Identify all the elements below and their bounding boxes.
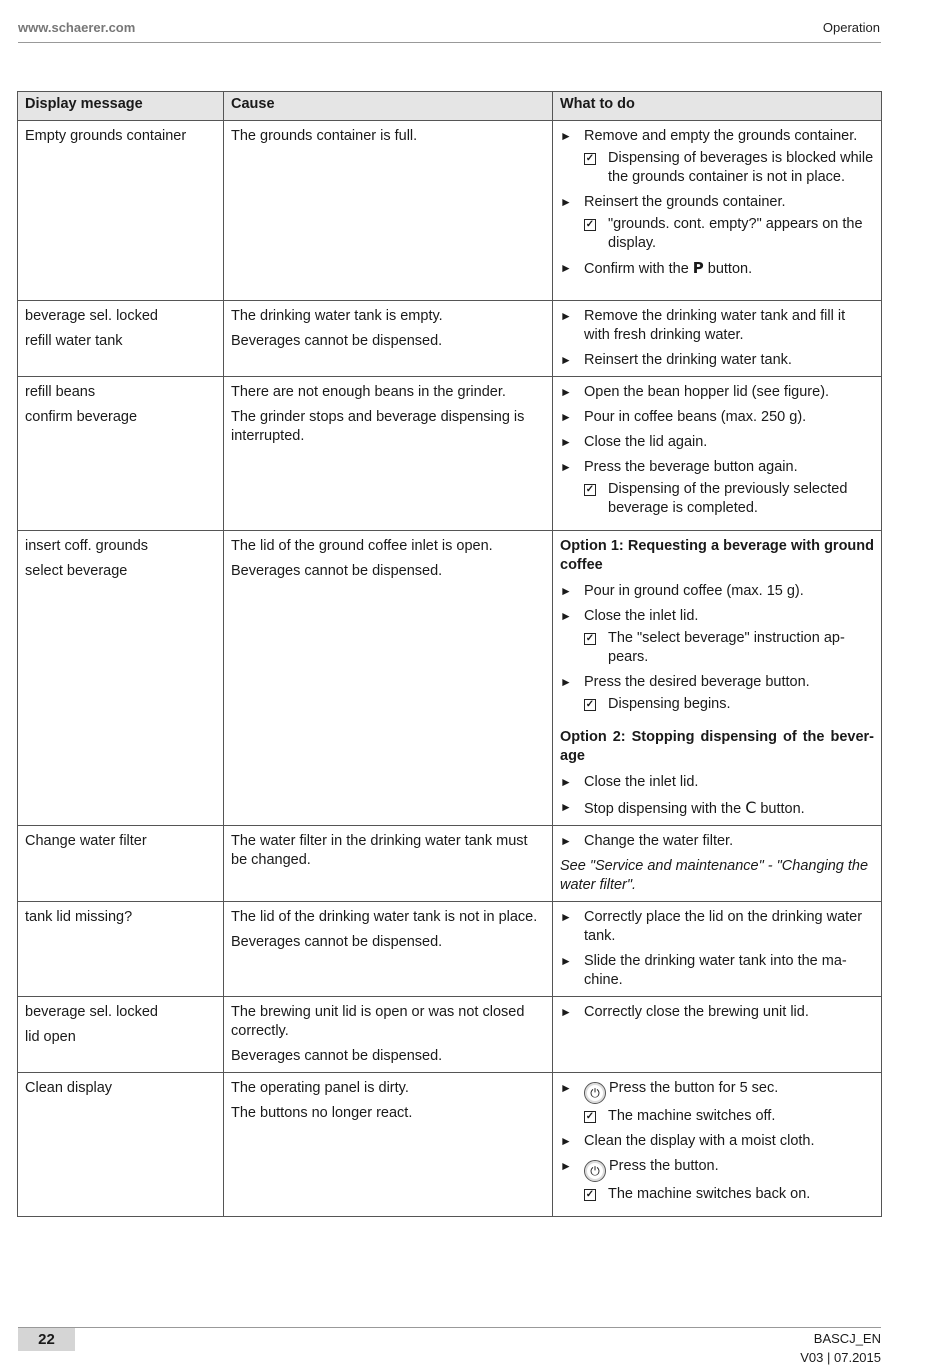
action-cell: [553, 1073, 882, 1217]
action-step: ► Correctly close the brewing unit lid.: [560, 1004, 809, 1020]
section-title: Operation: [822, 20, 880, 35]
action-step: ► Remove and empty the grounds container.: [560, 128, 858, 144]
action-result: ✓ Dispensing begins.: [585, 696, 731, 712]
action-step: ► Pour in coffee beans (max. 250 g).: [560, 409, 807, 425]
cause-text: The buttons no longer react.: [231, 1105, 413, 1121]
display-message: confirm beverage: [25, 409, 138, 425]
checkbox-icon: ✓: [585, 1111, 595, 1122]
cause-text: The lid of the ground coffee inlet is open.: [231, 538, 493, 554]
column-header: What to do: [553, 92, 882, 121]
action-cell: [553, 301, 882, 377]
arrow-icon: ►: [560, 353, 572, 367]
cause-cell: [224, 531, 553, 826]
action-step: ► Stop dispensing with the C button.: [560, 798, 805, 817]
cause-text: The drinking water tank is empty.: [231, 308, 443, 324]
action-step: ► Correctly place the lid on the drinking water tank.: [560, 909, 863, 944]
action-cell: [553, 826, 882, 902]
arrow-icon: ►: [560, 1159, 572, 1173]
p-button-icon: P: [692, 259, 704, 277]
display-message-cell: [18, 121, 224, 301]
power-button-icon: ⏻: [584, 1082, 606, 1104]
table-row: [18, 902, 882, 997]
troubleshooting-table: [17, 91, 882, 1217]
display-message-cell: [18, 997, 224, 1073]
column-header: Display message: [18, 92, 224, 121]
display-message: tank lid missing?: [25, 909, 133, 925]
cause-cell: [224, 301, 553, 377]
cause-text: The operating panel is dirty.: [231, 1080, 409, 1096]
action-step: ► Change the water filter.: [560, 833, 734, 849]
arrow-icon: ►: [560, 460, 572, 474]
arrow-icon: ►: [560, 309, 572, 323]
option-heading: Option 2: Stopping dispensing of the bever-age: [560, 729, 874, 764]
display-message: Clean display: [25, 1080, 113, 1096]
display-message: insert coff. grounds: [25, 538, 149, 554]
page-number: 22: [18, 1328, 75, 1351]
website-url: www.schaerer.com: [18, 20, 136, 35]
arrow-icon: ►: [560, 775, 572, 789]
display-message: refill beans: [25, 384, 96, 400]
cause-text: The brewing unit lid is open or was not closed correctly.: [231, 1004, 525, 1039]
arrow-icon: ►: [560, 954, 572, 968]
action-result: ✓ Dispensing of beverages is blocked while the grounds container is not in place.: [585, 150, 874, 185]
action-step: ► Open the bean hopper lid (see figure).: [560, 384, 830, 400]
column-header: Cause: [224, 92, 553, 121]
action-result: ✓ The machine switches back on.: [585, 1186, 811, 1202]
cause-text: The water filter in the drinking water tank must be changed.: [231, 833, 528, 868]
action-step: ► Press the desired beverage button.: [560, 674, 810, 690]
action-result: ✓ Dispensing of the previously selected beverage is completed.: [585, 481, 848, 516]
display-message-cell: [18, 826, 224, 902]
arrow-icon: ►: [560, 261, 572, 275]
action-step: ► Close the lid again.: [560, 434, 708, 450]
action-cell: [553, 121, 882, 301]
table-row: [18, 997, 882, 1073]
action-cell: [553, 377, 882, 531]
action-step: ► Press the beverage button again.: [560, 459, 798, 475]
c-button-icon: C: [745, 798, 757, 817]
action-step: ► Slide the drinking water tank into the ma-chine.: [560, 953, 847, 988]
arrow-icon: ►: [560, 195, 572, 209]
table-row: [18, 301, 882, 377]
cause-text: The lid of the drinking water tank is not in place.: [231, 909, 538, 925]
table-row: [18, 531, 882, 826]
display-message-cell: [18, 902, 224, 997]
arrow-icon: ►: [560, 1081, 572, 1095]
table-row: [18, 1073, 882, 1217]
reference-text: See "Service and maintenance" - "Changing the water filter".: [560, 858, 869, 893]
arrow-icon: ►: [560, 1005, 572, 1019]
cause-cell: [224, 121, 553, 301]
table-row: [18, 377, 882, 531]
action-step: ► ⏻ Press the button.: [560, 1157, 874, 1182]
arrow-icon: ►: [560, 834, 572, 848]
table-header-row: [18, 92, 882, 121]
action-cell: [553, 531, 882, 826]
cause-text: Beverages cannot be dispensed.: [231, 1048, 443, 1064]
cause-cell: [224, 377, 553, 531]
cause-text: The grinder stops and beverage dispensing is interrupted.: [231, 409, 525, 444]
cause-text: Beverages cannot be dispensed.: [231, 333, 443, 349]
arrow-icon: ►: [560, 410, 572, 424]
cause-cell: [224, 1073, 553, 1217]
arrow-icon: ►: [560, 910, 572, 924]
cause-cell: [224, 826, 553, 902]
action-result: ✓ The machine switches off.: [585, 1108, 776, 1124]
display-message-cell: [18, 377, 224, 531]
display-message: Change water filter: [25, 833, 147, 849]
action-step: ► Clean the display with a moist cloth.: [560, 1133, 815, 1149]
display-message-cell: [18, 1073, 224, 1217]
action-step: ► Close the inlet lid.: [560, 608, 699, 624]
arrow-icon: ►: [560, 609, 572, 623]
action-step: ► Reinsert the drinking water tank.: [560, 352, 792, 368]
cause-text: The grounds container is full.: [231, 128, 418, 144]
action-cell: [553, 997, 882, 1073]
action-cell: [553, 902, 882, 997]
display-message-cell: [18, 531, 224, 826]
cause-text: Beverages cannot be dispensed.: [231, 934, 443, 950]
power-button-icon: ⏻: [584, 1160, 606, 1182]
cause-cell: [224, 902, 553, 997]
display-message: Empty grounds container: [25, 128, 187, 144]
arrow-icon: ►: [560, 800, 572, 814]
display-message: beverage sel. locked: [25, 308, 158, 324]
arrow-icon: ►: [560, 385, 572, 399]
action-step: ► Remove the drinking water tank and fill it with fresh drinking water.: [560, 308, 846, 343]
action-step: ► ⏻ Press the button for 5 sec.: [560, 1079, 874, 1104]
action-result: ✓ The "select beverage" instruction ap-pears.: [585, 630, 845, 665]
cause-text: There are not enough beans in the grinder.: [231, 384, 506, 400]
checkbox-icon: ✓: [585, 484, 595, 495]
cause-text: Beverages cannot be dispensed.: [231, 563, 443, 579]
arrow-icon: ►: [560, 129, 572, 143]
checkbox-icon: ✓: [585, 633, 595, 644]
arrow-icon: ►: [560, 675, 572, 689]
display-message: lid open: [25, 1029, 76, 1045]
table-row: [18, 121, 882, 301]
footer-divider: [18, 1327, 881, 1328]
option-heading: Option 1: Requesting a beverage with ground coffee: [560, 538, 874, 573]
action-step: ► Pour in ground coffee (max. 15 g).: [560, 583, 804, 599]
table-row: [18, 826, 882, 902]
arrow-icon: ►: [560, 1134, 572, 1148]
cause-cell: [224, 997, 553, 1073]
display-message-cell: [18, 301, 224, 377]
action-step: ► Confirm with the P button.: [560, 259, 753, 277]
checkbox-icon: ✓: [585, 1189, 595, 1200]
document-code: BASCJ_EN: [813, 1331, 881, 1346]
checkbox-icon: ✓: [585, 219, 595, 230]
action-result: ✓ "grounds. cont. empty?" appears on the display.: [585, 216, 863, 251]
arrow-icon: ►: [560, 584, 572, 598]
display-message: select beverage: [25, 563, 128, 579]
checkbox-icon: ✓: [585, 153, 595, 164]
display-message: refill water tank: [25, 333, 123, 349]
display-message: beverage sel. locked: [25, 1004, 158, 1020]
header-divider: [18, 42, 881, 43]
document-version: V03 | 07.2015: [800, 1350, 881, 1365]
action-step: ► Close the inlet lid.: [560, 774, 699, 790]
checkbox-icon: ✓: [585, 699, 595, 710]
action-step: ► Reinsert the grounds container.: [560, 194, 786, 210]
arrow-icon: ►: [560, 435, 572, 449]
